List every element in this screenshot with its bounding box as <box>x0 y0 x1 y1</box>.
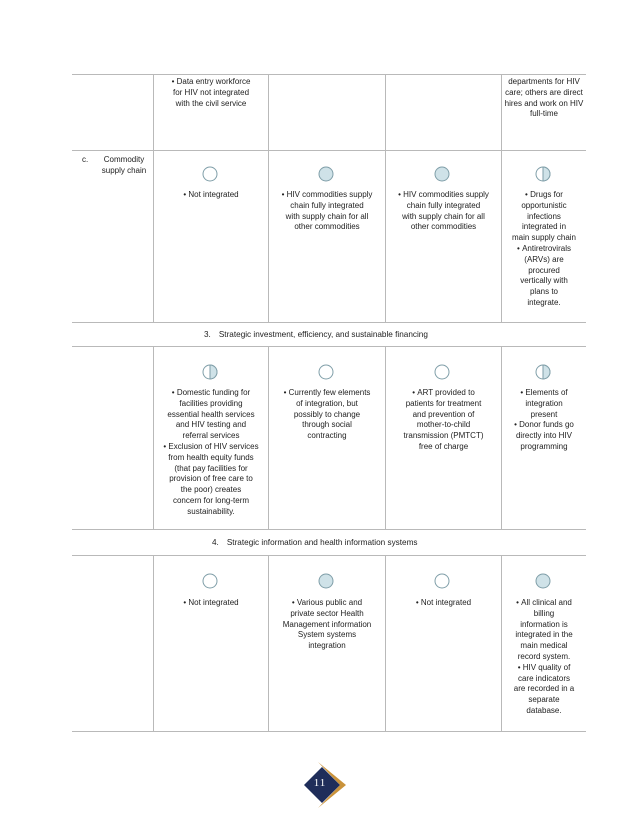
cell-line: System systems <box>297 630 357 640</box>
cell-line: • Donor funds go <box>503 420 585 431</box>
row-label-line: Commodity <box>103 155 145 164</box>
commodity-col2-cell <box>270 190 384 233</box>
information-col4-cell <box>503 598 585 717</box>
cell-line: integrate. <box>527 297 561 307</box>
cell-line: integration <box>308 641 346 651</box>
row-letter: c. <box>82 155 89 164</box>
cell-line: • HIV commodities supply <box>270 190 384 201</box>
integration-mark-empty-icon <box>202 573 218 589</box>
cell-line: • Domestic funding for <box>155 388 267 399</box>
cell-line: plans to <box>529 287 559 297</box>
cell-line: Management information <box>282 619 372 629</box>
cell-line: with supply chain for all <box>285 211 369 221</box>
investment-col3-cell <box>387 388 500 453</box>
cell-line: infections <box>527 211 561 221</box>
table-rule <box>268 555 269 731</box>
integration-mark-empty-icon <box>434 364 450 380</box>
cell-line: for HIV not integrated <box>172 87 250 97</box>
table-rule <box>72 529 586 530</box>
cell-line: • Drugs for <box>503 190 585 201</box>
cell-line: through social <box>302 420 352 430</box>
table-rule <box>72 731 586 732</box>
cell-line: record system. <box>517 651 571 661</box>
table-rule <box>385 346 386 529</box>
cell-line: are recorded in a <box>513 684 575 694</box>
information-col1-cell <box>156 598 266 609</box>
integration-mark-empty-icon <box>202 166 218 182</box>
information-col2-cell <box>270 598 384 652</box>
cell-line: • Elements of <box>503 388 585 399</box>
commodity-col4-cell <box>503 190 585 309</box>
cell-line: procured <box>528 265 560 275</box>
page-number: 11 <box>313 777 327 789</box>
section-number: 4. <box>212 538 219 547</box>
section-title: Strategic information and health information systems <box>226 538 418 547</box>
cell-line: integrated in <box>521 222 567 232</box>
cell-line: programming <box>520 441 568 451</box>
cell-line: integrated in the <box>515 630 573 640</box>
cell-line: from health equity funds <box>168 452 254 462</box>
cell-line: free of charge <box>418 441 469 451</box>
cell-line: chain fully integrated <box>290 200 364 210</box>
integration-mark-full-icon <box>318 166 334 182</box>
table-rule <box>153 555 154 731</box>
section-heading-4 <box>212 538 418 547</box>
row-label <box>96 154 152 176</box>
cell-line: chain fully integrated <box>406 200 481 210</box>
cell-line: separate <box>528 695 560 705</box>
cell-line: facilities providing <box>179 398 243 408</box>
integration-mark-full-icon <box>318 573 334 589</box>
integration-mark-empty-icon <box>318 364 334 380</box>
commodity-col3-cell <box>387 190 500 233</box>
table-rule <box>72 346 586 347</box>
cell-line: directly into HIV <box>515 431 573 441</box>
integration-mark-empty-icon <box>434 573 450 589</box>
cell-line: the poor) creates <box>180 485 242 495</box>
cell-line: database. <box>526 705 562 715</box>
cell-line: departments for HIV <box>508 77 580 86</box>
cell-line: possibly to change <box>293 409 361 419</box>
cell-line: vertically with <box>520 276 568 286</box>
table-rule <box>153 346 154 529</box>
section-heading-3 <box>204 330 428 339</box>
workforce-col1-cell <box>156 77 266 109</box>
cell-line: • Antiretrovirals <box>503 244 585 255</box>
row-label-line: supply chain <box>101 166 147 175</box>
integration-mark-full-icon <box>434 166 450 182</box>
cell-line: private sector Health <box>290 608 364 618</box>
cell-line: transmission (PMTCT) <box>403 431 484 441</box>
integration-mark-half-icon <box>202 364 218 380</box>
table-rule <box>385 555 386 731</box>
cell-line: • Not integrated <box>387 598 500 609</box>
cell-line: hires and work on HIV <box>504 98 584 108</box>
table-rule <box>72 555 586 556</box>
cell-line: contracting <box>307 431 347 441</box>
cell-line: billing <box>533 608 555 618</box>
cell-line: • ART provided to <box>387 388 500 399</box>
cell-line: mother-to-child <box>416 420 471 430</box>
cell-line: care indicators <box>517 673 571 683</box>
table-rule <box>72 322 586 323</box>
cell-line: • Data entry workforce <box>156 77 266 88</box>
cell-line: • HIV commodities supply <box>387 190 500 201</box>
table-rule <box>268 74 269 322</box>
cell-line: patients for treatment <box>405 398 482 408</box>
cell-line: • Not integrated <box>156 190 266 201</box>
cell-line: and HIV testing and <box>175 420 247 430</box>
section-title: Strategic investment, efficiency, and sustainable financing <box>218 330 428 339</box>
table-rule <box>72 74 586 75</box>
cell-line: • All clinical and <box>503 598 585 609</box>
cell-line: main supply chain <box>511 233 577 243</box>
cell-line: • Various public and <box>270 598 384 609</box>
workforce-col4-cell <box>503 77 585 120</box>
cell-line: full-time <box>529 109 558 119</box>
investment-col2-cell <box>270 388 384 442</box>
table-rule <box>501 74 502 322</box>
table-rule <box>385 74 386 322</box>
cell-line: other commodities <box>294 222 360 232</box>
investment-col4-cell <box>503 388 585 453</box>
cell-line: referral services <box>182 431 240 441</box>
table-rule <box>501 346 502 529</box>
commodity-col1-cell <box>156 190 266 201</box>
table-rule <box>72 150 586 151</box>
cell-line: • HIV quality of <box>503 663 585 674</box>
cell-line: • Currently few elements <box>270 388 384 399</box>
information-col3-cell <box>387 598 500 609</box>
cell-line: and prevention of <box>412 409 475 419</box>
table-rule <box>153 74 154 322</box>
cell-line: (ARVs) are <box>524 254 564 264</box>
cell-line: integration <box>525 398 563 408</box>
integration-mark-half-icon <box>535 166 551 182</box>
table-rule <box>268 346 269 529</box>
cell-line: with the civil service <box>175 98 247 108</box>
cell-line: essential health services <box>167 409 255 419</box>
section-number: 3. <box>204 330 211 339</box>
investment-col1-cell <box>155 388 267 518</box>
cell-line: provision of free care to <box>169 474 253 484</box>
cell-line: • Exclusion of HIV services <box>155 442 267 453</box>
integration-mark-half-icon <box>535 364 551 380</box>
cell-line: sustainability. <box>187 506 235 516</box>
cell-line: present <box>530 409 558 419</box>
table-rule <box>501 555 502 731</box>
cell-line: information is <box>520 619 568 629</box>
cell-line: • Not integrated <box>156 598 266 609</box>
cell-line: opportunistic <box>521 200 567 210</box>
cell-line: care; others are direct <box>505 87 583 97</box>
cell-line: main medical <box>520 641 568 651</box>
cell-line: of integration, but <box>296 398 358 408</box>
cell-line: other commodities <box>410 222 477 232</box>
cell-line: with supply chain for all <box>402 211 485 221</box>
cell-line: (that pay facilities for <box>174 463 248 473</box>
cell-line: concern for long-term <box>172 495 250 505</box>
integration-mark-full-icon <box>535 573 551 589</box>
